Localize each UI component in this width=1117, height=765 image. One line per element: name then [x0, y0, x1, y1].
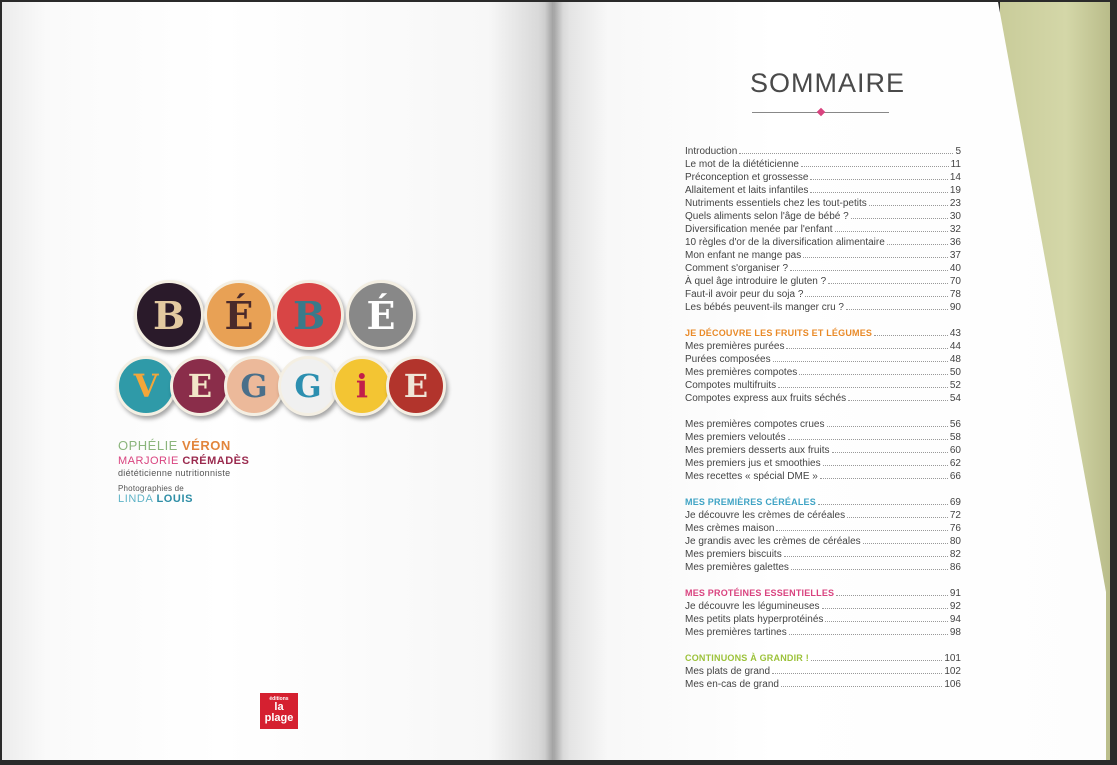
authors-block [118, 438, 249, 505]
dot-leader [848, 392, 948, 401]
author-2-last: CRÉMADÈS [182, 455, 250, 467]
toc-entry-title: Je découvre les crèmes de céréales [685, 510, 846, 521]
toc-entry-page: 72 [949, 510, 961, 521]
toc-entry-title: Je grandis avec les crèmes de céréales [685, 536, 861, 547]
dot-leader [828, 275, 948, 284]
dot-leader [790, 262, 948, 271]
toc-entry-page: 30 [949, 211, 961, 222]
book-spine-shadow [545, 2, 563, 760]
title-letter-circles [114, 280, 454, 420]
author-2 [118, 455, 249, 467]
toc-entry-title: À quel âge introduire le gluten ? [685, 276, 827, 287]
toc-entry-page: 101 [944, 653, 961, 664]
toc-entry [685, 379, 961, 392]
toc-entry-title: Mon enfant ne mange pas [685, 250, 802, 261]
toc-entry [685, 171, 961, 184]
dot-leader [805, 288, 947, 297]
toc-section-heading [685, 652, 961, 665]
dot-leader [739, 145, 953, 154]
dot-leader [832, 444, 948, 453]
toc-entry [685, 522, 961, 535]
toc-entry [685, 340, 961, 353]
author-1-first: OPHÉLIE [118, 438, 178, 453]
toc-entry-title: Préconception et grossesse [685, 172, 809, 183]
dot-leader [784, 548, 948, 557]
dot-leader [799, 366, 948, 375]
toc-entry [685, 509, 961, 522]
dot-leader [773, 353, 948, 362]
toc-entry-page: 56 [949, 419, 961, 430]
toc-entry-title: Faut-il avoir peur du soja ? [685, 289, 804, 300]
letter-circle-row1-4: É [346, 280, 416, 350]
toc-entry-title: JE DÉCOUVRE LES FRUITS ET LÉGUMES [685, 328, 873, 338]
photo-credit: Photographies de [118, 484, 184, 493]
toc-entry-title: Compotes multifruits [685, 380, 777, 391]
toc-entry [685, 236, 961, 249]
dot-leader [869, 197, 948, 206]
toc-section-heading [685, 587, 961, 600]
toc-entry [685, 626, 961, 639]
toc-entry [685, 210, 961, 223]
toc-entry-page: 76 [949, 523, 961, 534]
dot-leader [851, 210, 948, 219]
toc-entry [685, 470, 961, 483]
toc-entry [685, 158, 961, 171]
toc-entry [685, 145, 961, 158]
toc-entry-page: 23 [949, 198, 961, 209]
toc-entry-page: 80 [949, 536, 961, 547]
toc-entry-page: 58 [949, 432, 961, 443]
table-of-contents [685, 145, 961, 691]
toc-entry-title: Mes premières galettes [685, 562, 789, 573]
letter-circle-row2-5: i [332, 356, 392, 416]
toc-entry-title: Allaitement et laits infantiles [685, 185, 809, 196]
toc-entry [685, 392, 961, 405]
letter-circle-row2-2: E [170, 356, 230, 416]
dot-leader [836, 587, 948, 596]
toc-entry [685, 366, 961, 379]
toc-entry [685, 613, 961, 626]
dot-leader [887, 236, 948, 245]
toc-entry-title: Mes premiers biscuits [685, 549, 782, 560]
toc-entry-page: 69 [949, 497, 961, 508]
toc-entry-page: 48 [949, 354, 961, 365]
toc-entry [685, 678, 961, 691]
toc-entry-page: 91 [949, 588, 961, 599]
publisher-line-1: la [274, 701, 284, 713]
dot-leader [846, 301, 948, 310]
dot-leader [781, 678, 942, 687]
dot-leader [811, 652, 942, 661]
toc-section-heading [685, 496, 961, 509]
toc-entry-page: 62 [949, 458, 961, 469]
dot-leader [801, 158, 949, 167]
letter-circle-row2-1: V [116, 356, 176, 416]
toc-entry-title: Le mot de la diététicienne [685, 159, 799, 170]
toc-section-heading [685, 327, 961, 340]
dot-leader [810, 171, 947, 180]
toc-entry-title: Mes premiers jus et smoothies [685, 458, 821, 469]
toc-entry-page: 70 [949, 276, 961, 287]
author-1-last: VÉRON [181, 438, 231, 453]
toc-entry-page: 90 [949, 302, 961, 313]
letter-circle-row2-6: E [386, 356, 446, 416]
toc-entry [685, 418, 961, 431]
toc-entry-page: 36 [949, 237, 961, 248]
toc-entry [685, 600, 961, 613]
letter-circle-row1-1: B [134, 280, 204, 350]
dot-leader [825, 613, 947, 622]
toc-entry-page: 37 [949, 250, 961, 261]
toc-entry-title: 10 règles d'or de la diversification alimentaire [685, 237, 885, 248]
dot-leader [791, 561, 948, 570]
author-1 [118, 438, 249, 453]
toc-entry-page: 5 [955, 146, 961, 157]
toc-entry-page: 98 [949, 627, 961, 638]
toc-spacer [685, 314, 961, 327]
toc-entry-title: Mes premières purées [685, 341, 785, 352]
toc-entry-title: Purées composées [685, 354, 771, 365]
toc-entry-title: Mes premières tartines [685, 627, 787, 638]
toc-entry-page: 94 [949, 614, 961, 625]
toc-entry-title: Quels aliments selon l'âge de bébé ? [685, 211, 849, 222]
publisher-small: éditions [269, 696, 289, 702]
toc-entry [685, 535, 961, 548]
toc-entry-title: Mes petits plats hyperprotéinés [685, 614, 824, 625]
toc-entry [685, 548, 961, 561]
toc-entry-page: 78 [949, 289, 961, 300]
toc-entry-title: Mes premières compotes crues [685, 419, 825, 430]
toc-entry-page: 66 [949, 471, 961, 482]
dot-leader [778, 379, 948, 388]
toc-entry [685, 249, 961, 262]
toc-entry-page: 44 [949, 341, 961, 352]
toc-entry [685, 457, 961, 470]
dot-leader [789, 626, 948, 635]
toc-entry-page: 43 [949, 328, 961, 339]
letter-circle-row2-3: G [224, 356, 284, 416]
author-2-role: diététicienne nutritionniste [118, 468, 231, 478]
toc-entry [685, 431, 961, 444]
toc-entry [685, 288, 961, 301]
toc-entry [685, 561, 961, 574]
toc-entry [685, 197, 961, 210]
dot-leader [810, 184, 947, 193]
dot-leader [847, 509, 948, 518]
toc-entry [685, 223, 961, 236]
dot-leader [874, 327, 948, 336]
toc-entry-page: 102 [944, 666, 961, 677]
letter-circle-row1-3: B [274, 280, 344, 350]
dot-leader [827, 418, 948, 427]
toc-entry-page: 82 [949, 549, 961, 560]
toc-spacer [685, 639, 961, 652]
photographer-last: LOUIS [156, 493, 194, 505]
toc-entry-title: Introduction [685, 146, 738, 157]
toc-entry-title: Je découvre les légumineuses [685, 601, 820, 612]
dot-leader [803, 249, 948, 258]
letter-circle-row1-2: É [204, 280, 274, 350]
toc-entry-title: MES PROTÉINES ESSENTIELLES [685, 588, 835, 598]
toc-entry [685, 184, 961, 197]
toc-entry-title: Mes premiers desserts aux fruits [685, 445, 830, 456]
toc-entry-title: Comment s'organiser ? [685, 263, 789, 274]
toc-entry-page: 106 [944, 679, 961, 690]
photographer [118, 493, 249, 505]
toc-entry [685, 262, 961, 275]
toc-entry-page: 60 [949, 445, 961, 456]
toc-entry-title: Diversification menée par l'enfant [685, 224, 833, 235]
toc-entry-page: 19 [949, 185, 961, 196]
toc-entry-title: Mes premières compotes [685, 367, 798, 378]
toc-entry-title: Mes premiers veloutés [685, 432, 786, 443]
dot-leader [835, 223, 948, 232]
dot-leader [822, 600, 948, 609]
toc-entry-title: Compotes express aux fruits séchés [685, 393, 847, 404]
toc-entry-title: Mes recettes « spécial DME » [685, 471, 818, 482]
toc-entry-title: Mes crèmes maison [685, 523, 775, 534]
toc-entry-title: Mes en-cas de grand [685, 679, 779, 690]
publisher-line-2: plage [264, 712, 294, 724]
toc-spacer [685, 483, 961, 496]
toc-entry-page: 40 [949, 263, 961, 274]
toc-spacer [685, 574, 961, 587]
author-2-first: MARJORIE [118, 455, 179, 467]
toc-entry-page: 14 [949, 172, 961, 183]
dot-leader [820, 470, 948, 479]
dot-leader [788, 431, 948, 440]
letter-circle-row2-4: G [278, 356, 338, 416]
dot-leader [818, 496, 948, 505]
toc-entry-page: 32 [949, 224, 961, 235]
toc-entry [685, 353, 961, 366]
toc-entry-page: 11 [950, 159, 961, 170]
toc-entry-title: Nutriments essentiels chez les tout-petits [685, 198, 867, 209]
dot-leader [863, 535, 948, 544]
toc-entry-title: MES PREMIÈRES CÉRÉALES [685, 497, 816, 507]
toc-entry [685, 665, 961, 678]
toc-entry-title: CONTINUONS À GRANDIR ! [685, 653, 809, 663]
toc-entry-page: 54 [949, 393, 961, 404]
toc-entry [685, 275, 961, 288]
toc-entry [685, 301, 961, 314]
contents-title: SOMMAIRE [750, 68, 906, 98]
dot-leader [772, 665, 942, 674]
toc-entry-page: 86 [949, 562, 961, 573]
toc-entry [685, 444, 961, 457]
toc-entry-title: Les bébés peuvent-ils manger cru ? [685, 302, 844, 313]
toc-spacer [685, 405, 961, 418]
photographer-first: LINDA [118, 493, 153, 505]
dot-leader [786, 340, 947, 349]
toc-entry-page: 92 [949, 601, 961, 612]
toc-entry-title: Mes plats de grand [685, 666, 771, 677]
publisher-logo [260, 693, 298, 729]
toc-entry-page: 50 [949, 367, 961, 378]
dot-leader [776, 522, 947, 531]
dot-leader [823, 457, 948, 466]
toc-entry-page: 52 [949, 380, 961, 391]
